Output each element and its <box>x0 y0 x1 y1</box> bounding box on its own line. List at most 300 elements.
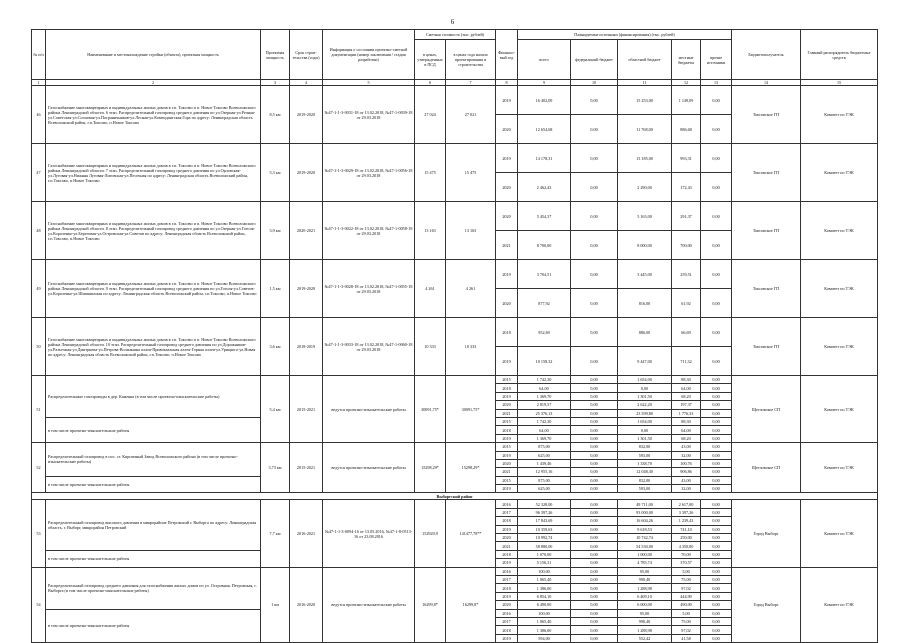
cell-fed: 0,00 <box>571 500 618 508</box>
column-number: 2 <box>46 80 261 86</box>
table-row <box>32 318 878 347</box>
col-manager-header: Главный распорядитель бюджетных средств <box>801 30 878 80</box>
project-cost-start: 16299,8* <box>446 567 496 643</box>
cell-other: 0,00 <box>701 575 732 583</box>
cell-year: 2020 <box>496 534 518 542</box>
cell-year: 2019 <box>496 634 518 642</box>
table-row <box>32 567 878 575</box>
project-period: 2019-2020 <box>290 86 323 144</box>
cell-reg: 816,00 <box>618 289 672 318</box>
cell-fed: 0,00 <box>571 318 618 347</box>
cell-fed: 0,00 <box>571 202 618 231</box>
project-number: 47 <box>32 144 46 202</box>
cell-year: 2020 <box>496 202 518 231</box>
cell-other: 0,00 <box>701 542 732 550</box>
cell-reg: 832,00 <box>618 476 672 484</box>
cell-total: 58 880,00 <box>518 542 571 550</box>
project-subwork-label: в том числе проектно-изыскательские работы <box>46 417 261 442</box>
col-total-header: всего <box>518 40 571 80</box>
cell-loc: 88,30 <box>672 417 701 425</box>
cell-other: 0,00 <box>701 347 732 376</box>
investment-program-table <box>31 29 878 643</box>
cell-fed: 0,00 <box>571 451 618 459</box>
cell-year: 2019 <box>496 559 518 567</box>
project-period: 2019-2020 <box>290 144 323 202</box>
cell-reg: 990,40 <box>618 617 672 625</box>
cell-reg: 0,00 <box>618 384 672 392</box>
cell-other: 0,00 <box>701 601 732 609</box>
cell-fed: 0,00 <box>571 347 618 376</box>
project-cost-start: 13 163 <box>446 202 496 260</box>
cell-total: 625,00 <box>518 485 571 493</box>
cell-fed: 0,00 <box>571 592 618 600</box>
project-recipient: Токсовское ГП <box>732 260 801 318</box>
cell-loc: 41,58 <box>672 634 701 642</box>
project-cost-current: 4 261 <box>415 260 446 318</box>
cell-loc: 75,00 <box>672 575 701 583</box>
project-number: 50 <box>32 318 46 376</box>
project-manager: Комитет по ТЭК <box>801 443 878 493</box>
cell-reg: 54 530,00 <box>618 542 672 550</box>
cell-loc: 43,00 <box>672 476 701 484</box>
cell-year: 2020 <box>496 173 518 202</box>
cell-loc: 5,00 <box>672 567 701 575</box>
col-docs-header: Информация о состоянии проектно-сметной документации (номер заключения / стадия разработки) <box>323 30 415 80</box>
project-capacity: 7,7 км <box>261 500 290 567</box>
cell-other: 0,00 <box>701 534 732 542</box>
cell-reg: 95,00 <box>618 567 672 575</box>
cell-reg: 13 185,00 <box>618 144 672 173</box>
project-manager: Комитет по ТЭК <box>801 500 878 567</box>
project-name: Распределительный газопровод высокого давления в микрорайоне Петровский г. Выборга по адресу: Ленинградская область, г. Выборг, микрорайон Петровский <box>46 500 261 550</box>
table-row <box>32 443 878 451</box>
col-year-header: Финансо-вый год <box>496 30 518 80</box>
cell-total: 5 454,37 <box>518 202 571 231</box>
cell-other: 0,00 <box>701 451 732 459</box>
cell-other: 0,00 <box>701 584 732 592</box>
col-no-header: № п/п <box>32 30 46 80</box>
cell-year: 2018 <box>496 626 518 634</box>
cell-reg: 3 445,00 <box>618 260 672 289</box>
cell-total: 2 819,57 <box>518 401 571 409</box>
cell-reg: 1 301,50 <box>618 392 672 400</box>
cell-loc: 490,00 <box>672 601 701 609</box>
project-recipient: Токсовское ГП <box>732 202 801 260</box>
cell-reg: 93 000,00 <box>618 508 672 516</box>
cell-other: 0,00 <box>701 401 732 409</box>
cell-fed: 0,00 <box>571 468 618 476</box>
cell-reg: 8 000,00 <box>618 231 672 260</box>
col-other-header: прочие источники <box>701 40 732 80</box>
cell-total: 1 369,70 <box>518 392 571 400</box>
project-subwork-label: в том числе проектно-изыскательские работы <box>46 550 261 567</box>
table-row <box>32 500 878 508</box>
cell-other: 0,00 <box>701 559 732 567</box>
cell-year: 2019 <box>496 260 518 289</box>
cell-fed: 0,00 <box>571 376 618 384</box>
project-manager: Комитет по ТЭК <box>801 144 878 202</box>
cell-year: 2016 <box>496 500 518 508</box>
project-number: 54 <box>32 567 46 643</box>
cell-year: 2018 <box>496 318 518 347</box>
cell-total: 1 369,70 <box>518 434 571 442</box>
project-cost-current: 15298,29* <box>415 443 446 493</box>
cell-other: 0,00 <box>701 609 732 617</box>
cell-loc: 75,00 <box>672 617 701 625</box>
cell-fed: 0,00 <box>571 508 618 516</box>
cell-year: 2017 <box>496 575 518 583</box>
project-name: Газоснабжение многоквартирных и индивидуальных жилых домов в г.п. Токсово и п. Новое Токсово Всеволожского района Ленинградской области. 9 этап. Распределительный газопровод среднего давления по ул.Гоголя-ул.Советов-ул.Короленко-ул.Шишкинская по адресу: Ленинградская область Всеволожский район, г.п.Токсово, п.Новое Токсово <box>46 260 261 318</box>
project-number: 53 <box>32 500 46 567</box>
cell-fed: 0,00 <box>571 626 618 634</box>
cell-reg: 15 253,00 <box>618 86 672 115</box>
cell-other: 0,00 <box>701 289 732 318</box>
project-number: 52 <box>32 443 46 493</box>
cell-year: 2020 <box>496 115 518 144</box>
cell-fed: 0,00 <box>571 559 618 567</box>
cell-loc: 1 776,33 <box>672 409 701 417</box>
cell-reg: 2 622,20 <box>618 401 672 409</box>
cell-total: 3 704,51 <box>518 260 571 289</box>
project-docs: ведутся проектно-изыскательские работы <box>323 443 415 493</box>
cell-total: 1 742,30 <box>518 417 571 425</box>
project-name: Распределительный газопровод среднего давления для газоснабжения жилых домов по ул. Островная, Петровская, г. Выборга (в том числе проектно-изыскательские работы) <box>46 567 261 609</box>
cell-fed: 0,00 <box>571 584 618 592</box>
page-number: 6 <box>450 18 455 26</box>
cell-total: 625,00 <box>518 451 571 459</box>
cell-loc: 1 239,43 <box>672 517 701 525</box>
cell-year: 2020 <box>496 459 518 467</box>
cell-other: 0,00 <box>701 508 732 516</box>
project-cost-current: 13 163 <box>415 202 446 260</box>
cell-total: 952,69 <box>518 318 571 347</box>
project-cost-start: 141477,78** <box>446 500 496 567</box>
cell-loc: 444,90 <box>672 592 701 600</box>
cell-other: 0,00 <box>701 459 732 467</box>
cell-loc: 88,30 <box>672 376 701 384</box>
col-fed-header: федеральный бюджет <box>571 40 618 80</box>
cell-fed: 0,00 <box>571 144 618 173</box>
project-period: 2015-2021 <box>290 376 323 443</box>
project-docs: №47-1-1-3-0022-18 от 13.02.2018, №47-1-0058-18 от 29.03.2018 <box>323 202 415 260</box>
project-cost-start: 15298,29* <box>446 443 496 493</box>
cell-fed: 0,00 <box>571 550 618 558</box>
cell-loc: 1 149,09 <box>672 86 701 115</box>
project-cost-current: 15 475 <box>415 144 446 202</box>
project-capacity: 1,5 км <box>261 260 290 318</box>
project-cost-current: 30091,75* <box>415 376 446 443</box>
cell-total: 10 158,32 <box>518 347 571 376</box>
cell-total: 12 654,68 <box>518 115 571 144</box>
cell-loc: 5,00 <box>672 609 701 617</box>
cell-other: 0,00 <box>701 443 732 451</box>
project-cost-start: 30091,75* <box>446 376 496 443</box>
project-period: 2019-2020 <box>290 260 323 318</box>
cell-total: 1 065,40 <box>518 617 571 625</box>
cell-loc: 66,69 <box>672 318 701 347</box>
cell-reg: 16 604,26 <box>618 517 672 525</box>
project-name: Газоснабжение многоквартирных и индивидуальных жилых домов в г.п. Токсово и п. Новое Токсово Всеволожского района Ленинградской области. 10 этап. Распределительный газопровод среднего давления по ул.Дорожников-ул.Разъезжая-ул.Дмитриева-ул.Петрова-Волжанина аллея-Привокзальная аллея-Горная аллея-ул.Урицкого-ул.Новая по адресу: Ленинградская область Всеволожский район, г.п.Токсово, п.Новое Токсово <box>46 318 261 376</box>
project-period: 2018-2019 <box>290 318 323 376</box>
cell-fed: 0,00 <box>571 289 618 318</box>
cell-other: 0,00 <box>701 376 732 384</box>
district-caption: Выборгский район <box>32 493 878 500</box>
project-manager: Комитет по ТЭК <box>801 567 878 643</box>
cell-total: 64,00 <box>518 384 571 392</box>
cell-fed: 0,00 <box>571 476 618 484</box>
cell-loc: 68,20 <box>672 392 701 400</box>
cell-other: 0,00 <box>701 426 732 434</box>
cell-loc: 97,02 <box>672 584 701 592</box>
cell-reg: 593,00 <box>618 451 672 459</box>
cell-reg: 990,40 <box>618 575 672 583</box>
cell-reg: 1 288,98 <box>618 584 672 592</box>
cell-fed: 0,00 <box>571 409 618 417</box>
cell-loc: 3 397,26 <box>672 508 701 516</box>
cell-total: 10 359,63 <box>518 525 571 533</box>
cell-year: 2021 <box>496 231 518 260</box>
column-number: 5 <box>323 80 415 86</box>
table-row <box>32 260 878 289</box>
cell-other: 0,00 <box>701 318 732 347</box>
cell-total: 52 328,00 <box>518 500 571 508</box>
project-manager: Комитет по ТЭК <box>801 202 878 260</box>
column-number: 15 <box>801 80 878 86</box>
column-number: 12 <box>672 80 701 86</box>
cell-other: 0,00 <box>701 384 732 392</box>
cell-year: 2017 <box>496 617 518 625</box>
cell-total: 1 439,46 <box>518 459 571 467</box>
cell-total: 1 386,00 <box>518 626 571 634</box>
cell-fed: 0,00 <box>571 417 618 425</box>
table-row <box>32 86 878 115</box>
project-docs: №47-1-1-3-0033-18 от 13.02.2018, №47-1-0060-18 от 29.03.2018 <box>323 318 415 376</box>
cell-loc: 886,68 <box>672 115 701 144</box>
col-reg-header: областной бюджет <box>618 40 672 80</box>
cell-reg: 552,42 <box>618 634 672 642</box>
cell-year: 2019 <box>496 525 518 533</box>
cell-year: 2019 <box>496 451 518 459</box>
cell-year: 2019 <box>496 485 518 493</box>
project-recipient: Город Выборг <box>732 500 801 567</box>
cell-other: 0,00 <box>701 260 732 289</box>
column-number: 10 <box>571 80 618 86</box>
column-number: 14 <box>732 80 801 86</box>
cell-other: 0,00 <box>701 485 732 493</box>
cell-reg: 2 290,00 <box>618 173 672 202</box>
project-subwork-label: в том числе проектно-изыскательские работы <box>46 476 261 493</box>
table-row <box>32 202 878 231</box>
cell-fed: 0,00 <box>571 401 618 409</box>
project-recipient: Токсовское ГП <box>732 144 801 202</box>
cell-total: 8 700,00 <box>518 231 571 260</box>
cell-reg: 95,00 <box>618 609 672 617</box>
col-cost-start-header: в ценах года начала проектирования и строительства <box>446 40 496 80</box>
cell-reg: 9 618,53 <box>618 525 672 533</box>
cell-total: 875,00 <box>518 476 571 484</box>
cell-fed: 0,00 <box>571 534 618 542</box>
cell-other: 0,00 <box>701 144 732 173</box>
cell-fed: 0,00 <box>571 392 618 400</box>
project-capacity: 5,4 км <box>261 376 290 443</box>
cell-fed: 0,00 <box>571 115 618 144</box>
cell-reg: 11 768,00 <box>618 115 672 144</box>
cell-fed: 0,00 <box>571 173 618 202</box>
cell-fed: 0,00 <box>571 260 618 289</box>
cell-fed: 0,00 <box>571 567 618 575</box>
cell-reg: 10 742,74 <box>618 534 672 542</box>
cell-total: 64,00 <box>518 426 571 434</box>
project-docs: №47-1-1-3-0029-18 от 13.02.2018, №47-1-0056-18 от 29.03.2018 <box>323 144 415 202</box>
cell-total: 594,00 <box>518 634 571 642</box>
cell-other: 0,00 <box>701 468 732 476</box>
project-period: 2020-2021 <box>290 202 323 260</box>
project-recipient: Щегловское СП <box>732 443 801 493</box>
cell-reg: 1 654,00 <box>618 376 672 384</box>
cell-fed: 0,00 <box>571 434 618 442</box>
cell-loc: 64,00 <box>672 426 701 434</box>
cell-reg: 886,00 <box>618 318 672 347</box>
cell-total: 6 490,00 <box>518 601 571 609</box>
cell-loc: 906,86 <box>672 468 701 476</box>
cell-fed: 0,00 <box>571 609 618 617</box>
cell-year: 2016 <box>496 609 518 617</box>
cell-year: 2019 <box>496 592 518 600</box>
cell-total: 875,00 <box>518 443 571 451</box>
column-number: 1 <box>32 80 46 86</box>
project-number: 51 <box>32 376 46 443</box>
cell-other: 0,00 <box>701 617 732 625</box>
cell-loc: 64,00 <box>672 384 701 392</box>
cell-fed: 0,00 <box>571 231 618 260</box>
cell-year: 2019 <box>496 144 518 173</box>
cell-loc: 61,92 <box>672 289 701 318</box>
table-body <box>32 86 878 643</box>
cell-year: 2015 <box>496 376 518 384</box>
cell-reg: 1 338,70 <box>618 459 672 467</box>
cell-year: 2019 <box>496 434 518 442</box>
project-docs: №47-1-1-3-0031-18 от 13.02.2018, №47-1-0039-18 от 29.03.2018 <box>323 86 415 144</box>
project-capacity: 3,73 км <box>261 443 290 493</box>
column-number: 8 <box>496 80 518 86</box>
cell-loc: 291,37 <box>672 202 701 231</box>
cell-loc: 741,10 <box>672 525 701 533</box>
cell-reg: 5 163,00 <box>618 202 672 231</box>
cell-fed: 0,00 <box>571 617 618 625</box>
project-recipient: Щегловское СП <box>732 376 801 443</box>
cell-year: 2019 <box>496 347 518 376</box>
cell-total: 5 156,31 <box>518 559 571 567</box>
cell-year: 2015 <box>496 443 518 451</box>
cell-year: 2018 <box>496 550 518 558</box>
cell-year: 2015 <box>496 417 518 425</box>
cell-year: 2018 <box>496 517 518 525</box>
cell-loc: 68,20 <box>672 434 701 442</box>
cell-loc: 700,00 <box>672 231 701 260</box>
cell-reg: 1 000,00 <box>618 550 672 558</box>
cell-total: 16 402,09 <box>518 86 571 115</box>
cell-year: 2021 <box>496 468 518 476</box>
col-recipient-header: Бюджетополучатель <box>732 30 801 80</box>
project-name: Распределительные газопроводы в дер. Каменка (в том числе проектно-изыскательские работы) <box>46 376 261 418</box>
project-number: 46 <box>32 86 46 144</box>
col-cost-current-header: в ценах, утвержденных в ПСД <box>415 40 446 80</box>
cell-loc: 43,00 <box>672 443 701 451</box>
project-name: Распределительный газопровод в пос. ст. Кирпичный Завод Всеволожского района (в том числе проектно-изыскательские работы) <box>46 443 261 477</box>
cell-loc: 370,57 <box>672 559 701 567</box>
cell-reg: 1 288,98 <box>618 626 672 634</box>
cell-reg: 23 599,80 <box>618 409 672 417</box>
cell-total: 877,92 <box>518 289 571 318</box>
cell-loc: 259,51 <box>672 260 701 289</box>
cell-loc: 2 617,00 <box>672 500 701 508</box>
column-number: 4 <box>290 80 323 86</box>
col-loc-header: местные бюджеты <box>672 40 701 80</box>
project-subwork-label: в том числе проектно-изыскательские работы <box>46 609 261 643</box>
project-capacity: 3,6 км <box>261 318 290 376</box>
col-capacity-header: Проектная мощность <box>261 30 290 80</box>
cell-reg: 6 409,10 <box>618 592 672 600</box>
cell-reg: 12 048,30 <box>618 468 672 476</box>
cell-fed: 0,00 <box>571 575 618 583</box>
cell-other: 0,00 <box>701 173 732 202</box>
project-docs: ведутся проектно-изыскательские работы <box>323 567 415 643</box>
cell-loc: 32,00 <box>672 451 701 459</box>
cell-year: 2017 <box>496 508 518 516</box>
cost-group-header: Сметная стоимость (тыс. рублей) <box>415 30 496 40</box>
project-name: Газоснабжение многоквартирных и индивидуальных жилых домов в г.п. Токсово и п. Новое Токсово Всеволожского района Ленинградской области. 7 этап. Распределительный газопровод среднего давления по ул.Орловская-ул.Луговая-ул.Нижняя Луговая-Лиговская-ул.Песочная по адресу: Ленинградская область Всеволожский район, г.п.Токсово, п.Новое Токсово <box>46 144 261 202</box>
cell-reg: 6 000,00 <box>618 601 672 609</box>
cell-total: 6 854,10 <box>518 592 571 600</box>
cell-total: 12 955,16 <box>518 468 571 476</box>
cell-total: 1 070,00 <box>518 550 571 558</box>
project-capacity: 3,9 км <box>261 202 290 260</box>
cell-year: 2020 <box>496 401 518 409</box>
project-manager: Комитет по ТЭК <box>801 318 878 376</box>
cell-total: 2 462,43 <box>518 173 571 202</box>
column-number: 9 <box>518 80 571 86</box>
cell-fed: 0,00 <box>571 525 618 533</box>
cell-loc: 993,31 <box>672 144 701 173</box>
project-manager: Комитет по ТЭК <box>801 260 878 318</box>
project-docs: №47-1-1-3-0028-18 от 13.02.2018, №47-1-0055-18 от 29.03.2018 <box>323 260 415 318</box>
cell-other: 0,00 <box>701 525 732 533</box>
cell-fed: 0,00 <box>571 601 618 609</box>
cell-fed: 0,00 <box>571 426 618 434</box>
table-row <box>32 376 878 384</box>
project-cost-current: 152920,9 <box>415 500 446 567</box>
cell-year: 2019 <box>496 86 518 115</box>
cell-fed: 0,00 <box>571 485 618 493</box>
cell-other: 0,00 <box>701 417 732 425</box>
district-row <box>32 493 878 500</box>
cell-total: 1 065,40 <box>518 575 571 583</box>
cell-loc: 97,02 <box>672 626 701 634</box>
project-capacity: 5,3 км <box>261 144 290 202</box>
cell-reg: 0,00 <box>618 426 672 434</box>
project-number: 49 <box>32 260 46 318</box>
cell-loc: 711,32 <box>672 347 701 376</box>
cell-total: 100,00 <box>518 609 571 617</box>
cell-fed: 0,00 <box>571 542 618 550</box>
cell-other: 0,00 <box>701 550 732 558</box>
cell-other: 0,00 <box>701 392 732 400</box>
cell-other: 0,00 <box>701 476 732 484</box>
cell-year: 2016 <box>496 567 518 575</box>
cell-year: 2018 <box>496 584 518 592</box>
project-manager: Комитет по ТЭК <box>801 86 878 144</box>
project-number: 48 <box>32 202 46 260</box>
